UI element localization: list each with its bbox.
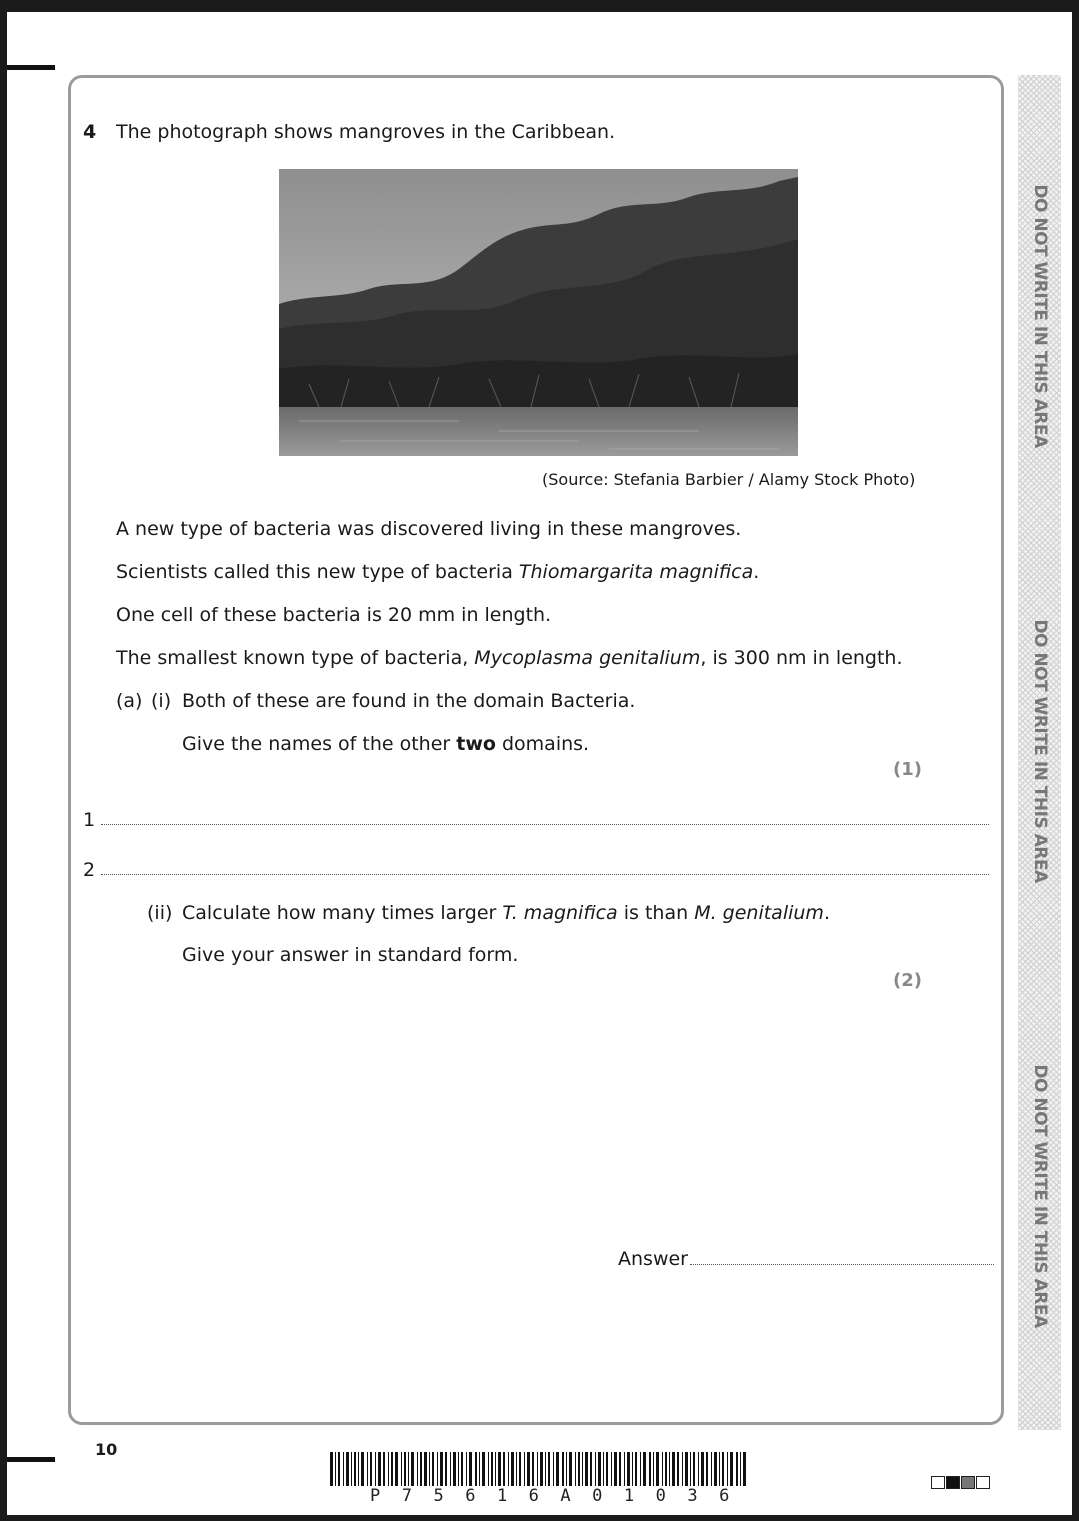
progress-box-2 — [946, 1476, 960, 1489]
question-number: 4 — [83, 121, 97, 143]
sub-i-marks: (1) — [893, 759, 922, 780]
barcode-text: P75616A01036 — [370, 1486, 751, 1506]
sub-ii-instruction: Give your answer in standard form. — [182, 944, 519, 966]
barcode — [330, 1452, 748, 1486]
sub-ii-marks: (2) — [893, 970, 922, 991]
sub-i-instruction: Give the names of the other two domains. — [182, 733, 590, 755]
stem-line-4: The smallest known type of bacteria, Mycoplasma genitalium, is 300 nm in length. — [116, 647, 903, 669]
sub-ii-text: Calculate how many times larger T. magnifica is than M. genitalium. — [182, 902, 830, 924]
sub-i-text: Both of these are found in the domain Bacteria. — [182, 690, 636, 712]
sub-i-label: (i) — [151, 690, 172, 712]
registration-mark-top — [7, 65, 55, 70]
registration-mark-bottom — [7, 1457, 55, 1462]
progress-box-3 — [961, 1476, 975, 1489]
answer-line-2[interactable] — [101, 874, 989, 875]
species-name-thiomargarita: Thiomargarita magnifica — [518, 561, 754, 583]
stem-line-2: Scientists called this new type of bacteria Thiomargarita magnifica. — [116, 561, 760, 583]
sub-ii-label: (ii) — [147, 902, 173, 924]
answer-line-calculation[interactable] — [690, 1264, 994, 1265]
stem-line-1: A new type of bacteria was discovered living in these mangroves. — [116, 518, 742, 540]
photo-source-caption: (Source: Stefania Barbier / Alamy Stock Photo) — [542, 470, 916, 489]
scan-edge-left — [0, 0, 7, 1521]
answer-line-1[interactable] — [101, 824, 989, 825]
species-name-mycoplasma: Mycoplasma genitalium — [474, 647, 701, 669]
progress-boxes — [931, 1476, 991, 1489]
question-intro: The photograph shows mangroves in the Caribbean. — [116, 121, 616, 143]
page-number: 10 — [95, 1440, 118, 1459]
scan-edge-top — [0, 0, 1079, 12]
answer-line-2-label: 2 — [83, 859, 96, 881]
scan-edge-right — [1072, 0, 1079, 1521]
answer-label: Answer — [618, 1248, 688, 1270]
progress-box-1 — [931, 1476, 945, 1489]
progress-box-4 — [976, 1476, 990, 1489]
page: DO NOT WRITE IN THIS AREA DO NOT WRITE IN THIS AREA DO NOT WRITE IN THIS AREA 4 The photograph shows mangroves in the Caribbean. (Source: Stefania Barbier / Alamy Stock Photo) A new type of bacteria was discovered living in these mangroves. Scientists called this new type of bacteria Thiomargarita magnifica. One cell of these bacteria is 20 mm in length. The smallest known type of bacteria, Mycoplasma genitalium, is 300 nm in length. (a) (i) Both of these are found in the domain Bacteria. Give the names of the other two domains. (1) 1 2 (ii) Calculate how many times larger T. magnifica is than M. genitalium. Give your answer in standard form. (2) Answer 10 P75616A01036 — [0, 0, 1079, 1521]
stem-line-3: One cell of these bacteria is 20 mm in length. — [116, 604, 552, 626]
mangrove-photo — [279, 169, 798, 456]
answer-line-1-label: 1 — [83, 809, 96, 831]
part-a-label: (a) — [116, 690, 143, 712]
scan-edge-bottom — [0, 1515, 1079, 1521]
